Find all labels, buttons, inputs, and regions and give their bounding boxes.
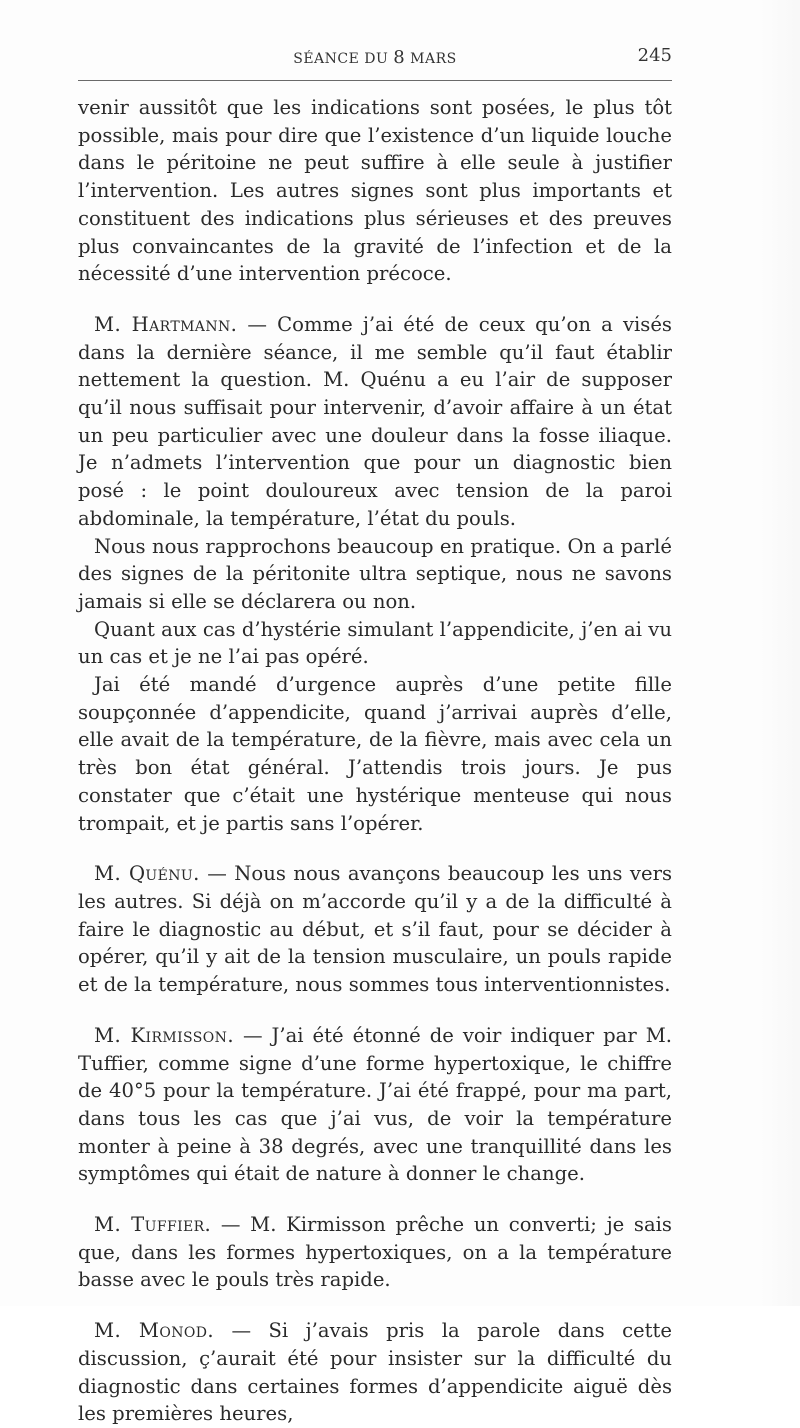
paragraph-hartmann-3: Quant aux cas d’hystérie simulant l’appendicite, j’en ai vu un cas et je ne l’ai pas opéré. — [78, 617, 672, 669]
paragraph-hartmann-4: Jai été mandé d’urgence auprès d’une petite fille soupçonnée d’appendicite, quand j’arrivai auprès d’elle, elle avait de la température, de la fièvre, mais avec cela un très bon état général. J’attendis trois jours. Je pus constater que c’était une hystérique menteuse qui nous trompait, et je partis sans l’opérer. — [78, 673, 672, 835]
speaker-name-tuffier: M. Tuffier. — [94, 1213, 212, 1237]
page-edge-shading — [760, 0, 800, 1306]
speech-text-quenu: — Nous nous avançons beaucoup les uns vers les autres. Si déjà on m’accorde qu’il y a de la difficulté à faire le diagnostic au début, et s’il faut, pour se décider à opérer, qu’il y ait de la tension musculaire, un pouls rapide et de la température, nous sommes tous interventionnistes. — [78, 862, 672, 997]
running-title-part1: SÉANCE DU — [293, 51, 394, 67]
speech-text-monod: — Si j’avais pris la parole dans cette discussion, ç’aurait été pour insister sur la difficulté du diagnostic dans certaines formes d’appendicite aiguë dès les premières heures, — [78, 1319, 672, 1426]
body-text — [78, 94, 672, 1428]
spacer — [78, 1188, 672, 1211]
paragraph-hartmann-2: Nous nous rapprochons beaucoup en pratique. On a parlé des signes de la péritonite ultra septique, nous ne savons jamais si elle se déclarera ou non. — [78, 534, 672, 613]
running-title-date: 8 — [393, 47, 406, 68]
running-title-part2: MARS — [405, 51, 457, 67]
speaker-name-quenu: M. Quénu. — [94, 862, 200, 886]
page-number: 245 — [637, 45, 672, 66]
speech-quenu — [78, 860, 672, 999]
speaker-name-kirmisson: M. Kirmisson. — [94, 1023, 234, 1047]
speech-text-kirmisson: — J’ai été étonné de voir indiquer par M. Tuffier, comme signe d’une forme hypertoxique, le chiffre de 40°5 pour la température. J’ai été frappé, pour ma part, dans tous les cas que j’ai vus, de voir la température monter à peine à 38 degrés, avec une tranquillité dans les symptômes qui était de nature à donner le change. — [78, 1023, 672, 1186]
speaker-name-monod: M. Monod. — [94, 1319, 215, 1343]
speech-tuffier — [78, 1211, 672, 1294]
speech-text-hartmann: — Comme j’ai été de ceux qu’on a visés dans la dernière séance, il me semble qu’il faut établir nettement la question. M. Quénu a eu l’air de supposer qu’il nous suffisait pour intervenir, d’avoir affaire à un état un peu particulier avec une douleur dans la fosse iliaque. Je n’admets l’intervention que pour un diagnostic bien posé : le point douloureux avec tension de la paroi abdominale, la température, l’état du pouls. — [78, 312, 672, 530]
paragraph-continuation: venir aussitôt que les indications sont posées, le plus tôt possible, mais pour dire que l’existence d’un liquide louche dans le péritoine ne peut suffire à elle seule à justifier l’intervention. Les autres signes sont plus importants et constituent des indications plus sérieuses et des preuves plus convaincantes de la gravité de l’infection et de la nécessité d’une intervention précoce. — [78, 96, 672, 286]
speech-hartmann — [78, 311, 672, 533]
running-title — [78, 47, 672, 68]
spacer — [78, 999, 672, 1022]
page-header — [78, 47, 672, 71]
speaker-name-hartmann: M. Hartmann. — [94, 312, 238, 336]
speech-text-tuffier: — M. Kirmisson prêche un converti; je sais que, dans les formes hypertoxiques, on a la température basse avec le pouls très rapide. — [78, 1213, 672, 1292]
header-rule — [78, 80, 672, 81]
spacer — [78, 837, 672, 860]
spacer — [78, 288, 672, 311]
speech-monod — [78, 1317, 672, 1428]
speech-kirmisson — [78, 1022, 672, 1188]
